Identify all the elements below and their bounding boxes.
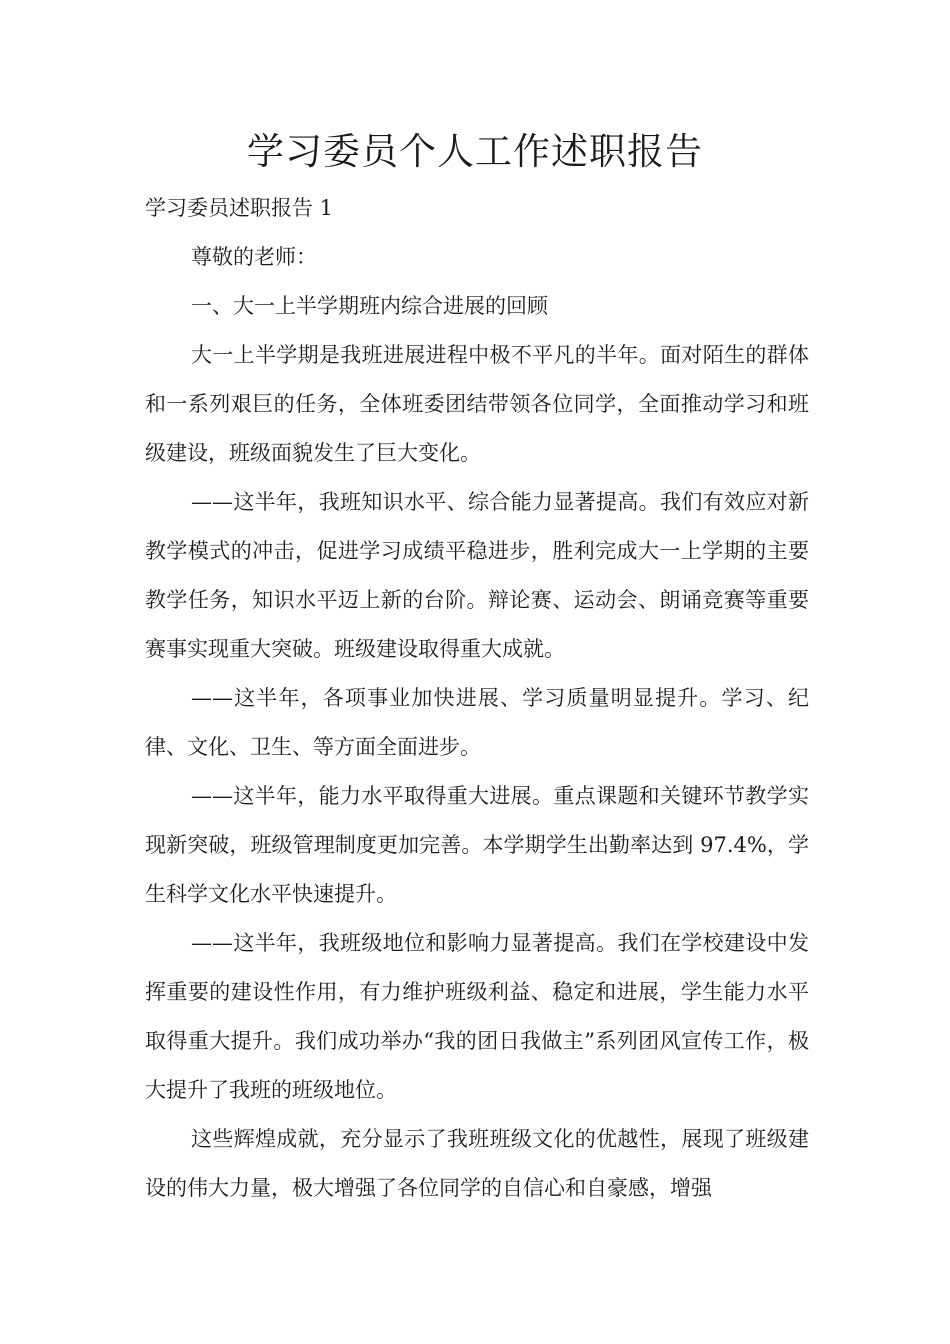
body-paragraph: 这些辉煌成就，充分显示了我班班级文化的优越性，展现了班级建设的伟大力量，极大增强了各位同学的自信心和自豪感，增强 bbox=[145, 1127, 809, 1200]
salutation: 尊敬的老师： bbox=[191, 245, 317, 269]
body-paragraph: ——这半年，能力水平取得重大进展。重点课题和关键环节教学实现新突破，班级管理制度更加完善。本学期学生出勤率达到 97.4%，学生科学文化水平快速提升。 bbox=[145, 784, 809, 906]
report-subtitle: 学习委员述职报告 1 bbox=[145, 196, 334, 220]
body-paragraph: ——这半年，各项事业加快进展、学习质量明显提升。学习、纪律、文化、卫生、等方面全面进步。 bbox=[145, 686, 809, 759]
document-title: 学习委员个人工作述职报告 bbox=[247, 130, 703, 173]
document-body bbox=[145, 184, 809, 1213]
body-paragraph: 大一上半学期是我班进展进程中极不平凡的半年。面对陌生的群体和一系列艰巨的任务，全体班委团结带领各位同学，全面推动学习和班级建设，班级面貌发生了巨大变化。 bbox=[145, 343, 809, 465]
section-heading: 一、大一上半学期班内综合进展的回顾 bbox=[191, 294, 548, 318]
body-paragraph: ——这半年，我班知识水平、综合能力显著提高。我们有效应对新教学模式的冲击，促进学习成绩平稳进步，胜利完成大一上学期的主要教学任务，知识水平迈上新的台阶。辩论赛、运动会、朗诵竞赛等重要赛事实现重大突破。班级建设取得重大成就。 bbox=[145, 490, 809, 661]
body-paragraph: ——这半年，我班级地位和影响力显著提高。我们在学校建设中发挥重要的建设性作用，有力维护班级利益、稳定和进展，学生能力水平取得重大提升。我们成功举办“我的团日我做主”系列团风宣传工作，极大提升了我班的班级地位。 bbox=[145, 931, 809, 1102]
